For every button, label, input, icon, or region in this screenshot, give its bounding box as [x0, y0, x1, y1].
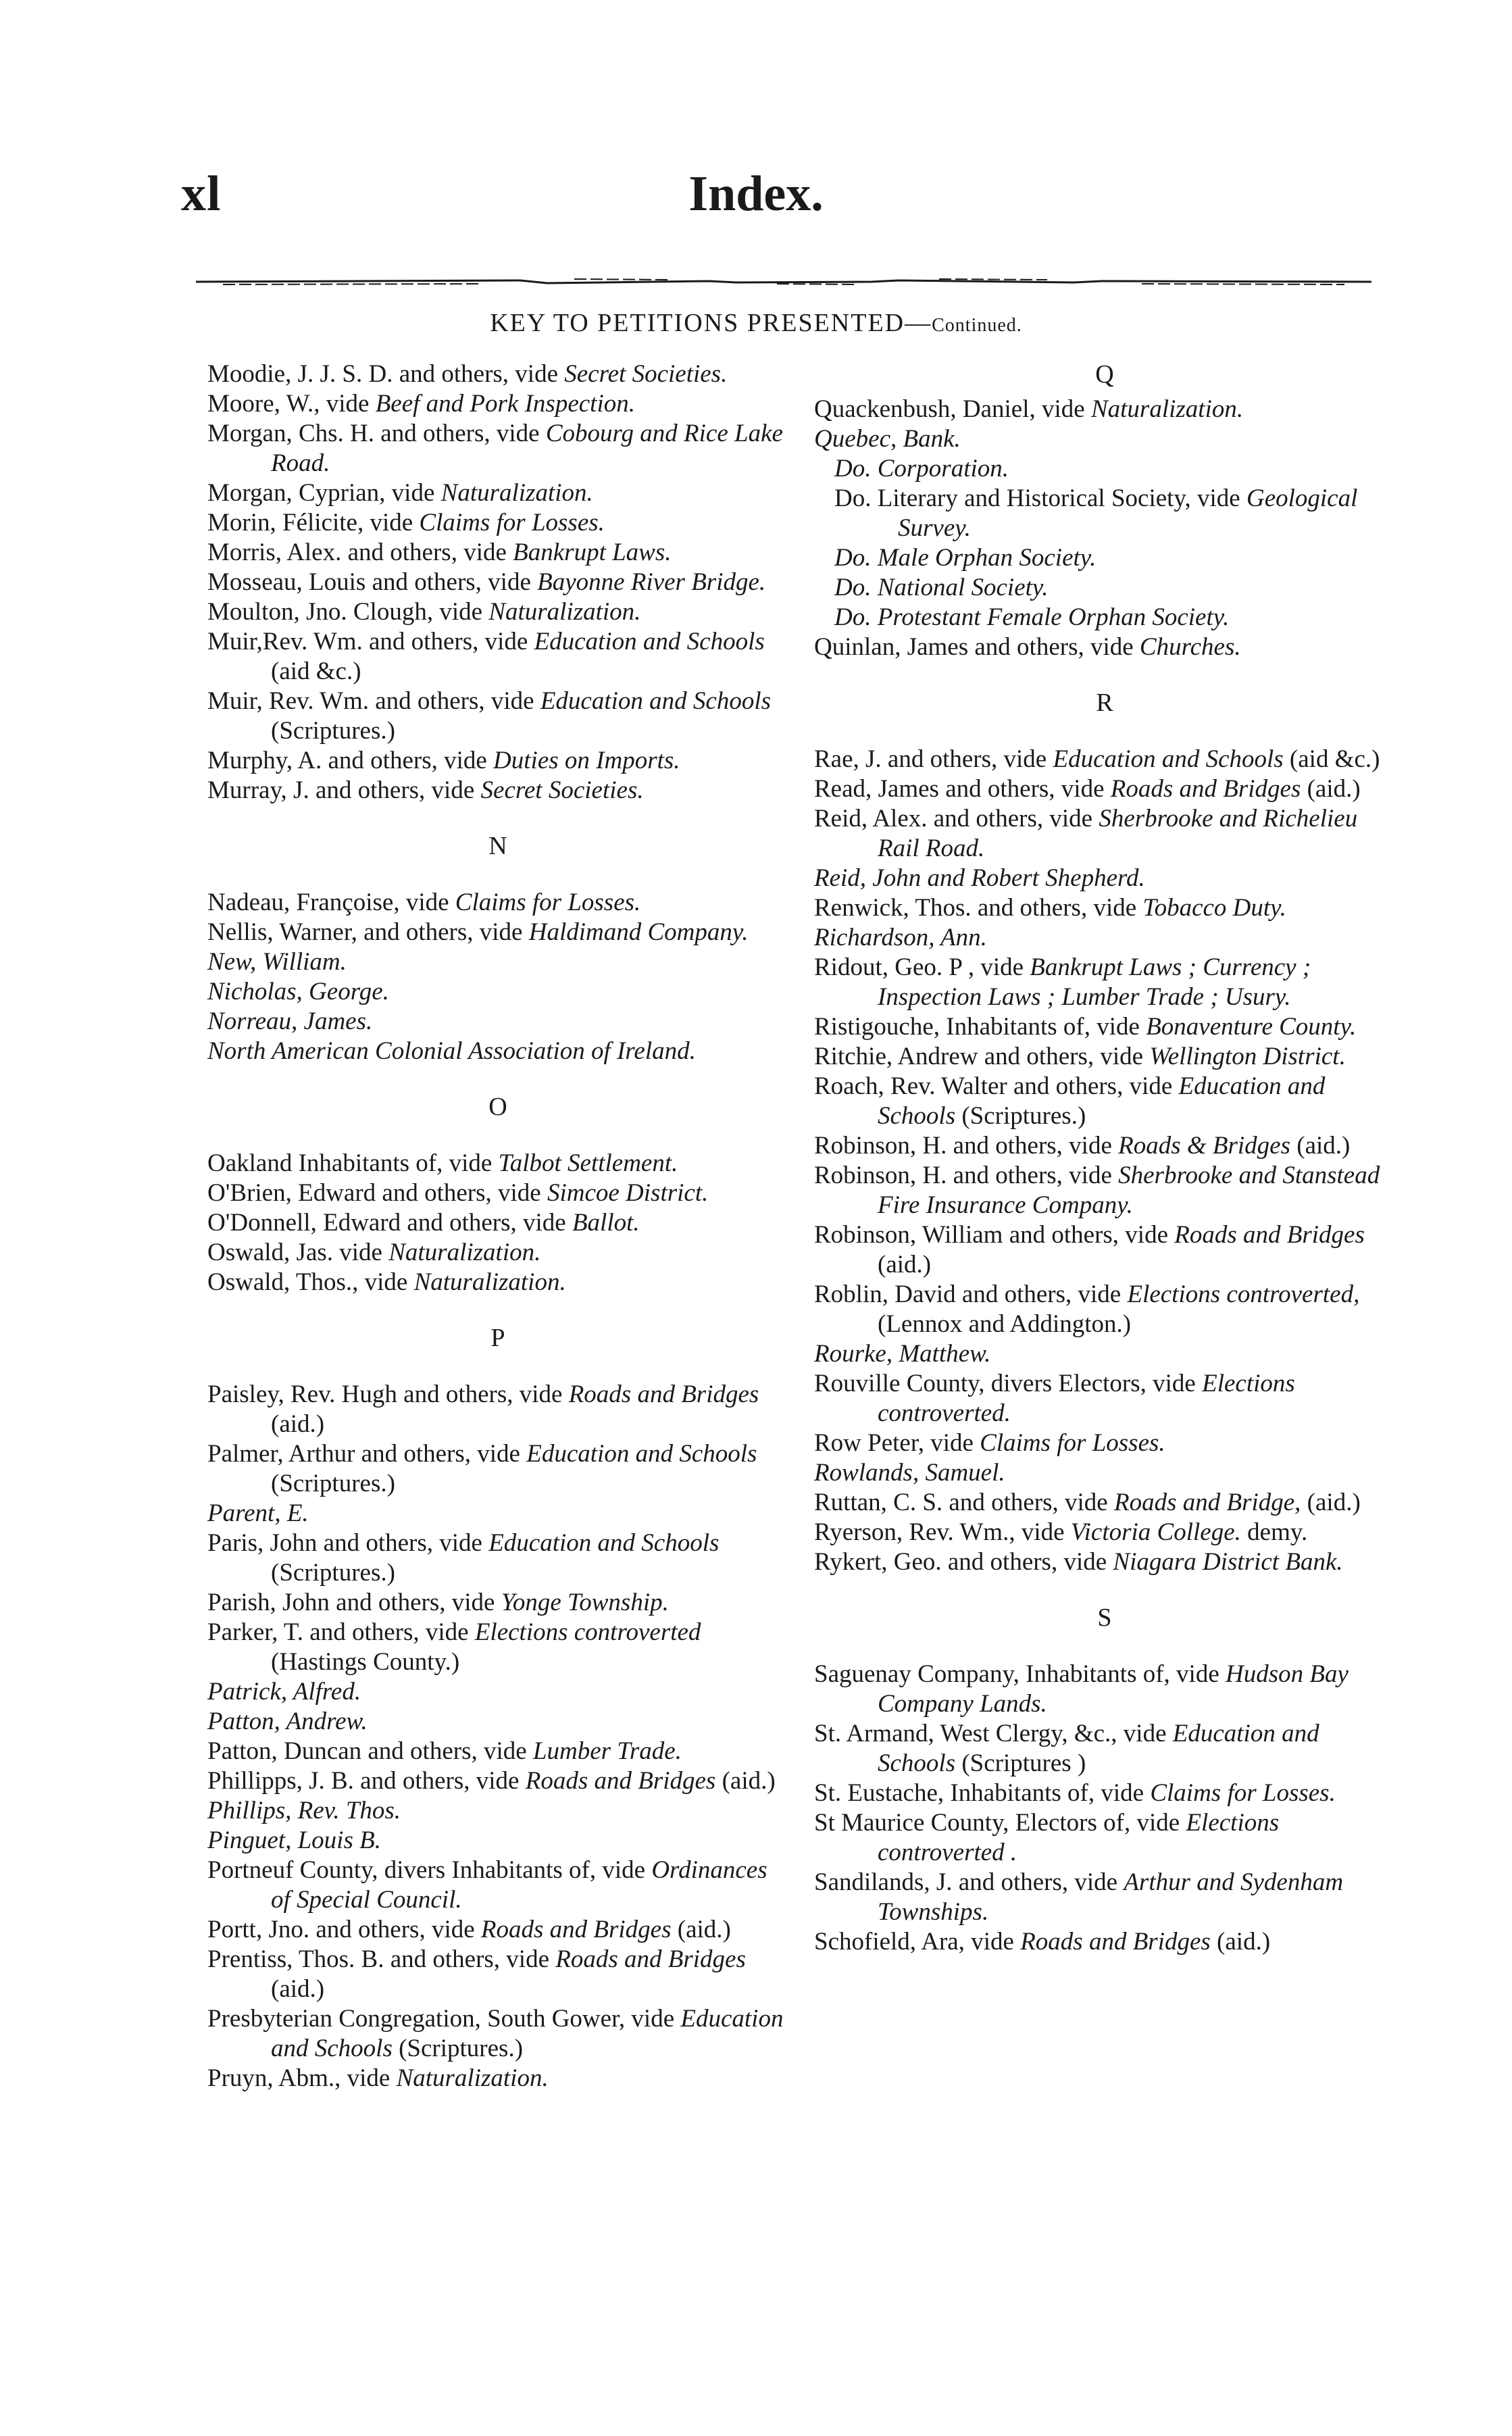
entry-name: Robinson, William and others, vide: [814, 1221, 1175, 1249]
entry-name: Presbyterian Congregation, South Gower, vide: [207, 2005, 681, 2033]
entry-name: Norreau, James.: [207, 1008, 373, 1035]
index-entry: [207, 1737, 788, 1766]
left-index-column: [207, 359, 788, 2093]
entry-note: (aid.): [271, 1975, 325, 2003]
entry-reference: Roads and Bridges: [568, 1381, 759, 1408]
entry-reference: Education and Schools: [488, 1529, 720, 1557]
entry-note: (Scriptures ): [955, 1749, 1086, 1777]
entry-reference: Hudson Bay Company Lands.: [878, 1660, 1349, 1718]
index-entry: [207, 508, 788, 538]
entry-name: New, William.: [207, 948, 347, 976]
entry-reference: Roads and Bridge,: [1113, 1489, 1301, 1516]
index-entry: [207, 1618, 788, 1677]
entry-reference: Haldimand Company.: [528, 918, 749, 946]
index-entry: [814, 543, 1395, 573]
entry-name: Morris, Alex. and others, vide: [207, 539, 513, 566]
entry-reference: Lumber Trade.: [532, 1737, 682, 1765]
index-entry: [207, 1149, 788, 1178]
entry-note: (aid.): [1301, 775, 1361, 803]
index-entry: [814, 573, 1395, 603]
entry-reference: Ordinances of Special Council.: [271, 1856, 767, 1914]
entry-note: (aid.): [271, 1410, 325, 1438]
entry-name: Richardson, Ann.: [814, 924, 987, 951]
entry-name: Row Peter, vide: [814, 1429, 980, 1457]
entry-name: Rowlands, Samuel.: [814, 1459, 1005, 1487]
index-entry: [207, 1007, 788, 1037]
index-entry: [207, 1826, 788, 1856]
index-entry: [814, 1488, 1395, 1518]
entry-reference: Bayonne River Bridge.: [537, 568, 766, 596]
running-head-title: Index.: [688, 166, 824, 222]
index-entry: [207, 389, 788, 419]
entry-name: Roach, Rev. Walter and others, vide: [814, 1072, 1179, 1100]
section-letter: O: [488, 1093, 507, 1121]
index-entry: [814, 1220, 1395, 1280]
entry-name: Oakland Inhabitants of, vide: [207, 1149, 499, 1177]
entry-reference: Talbot Settlement.: [498, 1149, 678, 1177]
index-entry: [207, 1766, 788, 1796]
index-entry: [814, 1518, 1395, 1547]
index-entry: [814, 774, 1395, 804]
entry-reference: Sherbrooke and Richelieu Rail Road.: [878, 805, 1358, 862]
entry-note: (aid.): [671, 1916, 731, 1943]
entry-name: Renwick, Thos. and others, vide: [814, 894, 1143, 922]
entry-name: Oswald, Jas. vide: [207, 1239, 389, 1266]
index-entry: [814, 484, 1395, 543]
entry-reference: Roads and Bridges: [1020, 1928, 1211, 1956]
entry-name: Rouville County, divers Electors, vide: [814, 1370, 1203, 1397]
entry-reference: Bankrupt Laws ; Currency ; Inspection Laws ; Lumber Trade ; Usury.: [878, 953, 1311, 1011]
entry-reference: Victoria College.: [1070, 1518, 1241, 1546]
index-entry: [207, 888, 788, 918]
entry-reference: Claims for Losses.: [980, 1429, 1165, 1457]
section-title: [0, 308, 1512, 338]
index-entry: [207, 419, 788, 478]
index-entry: [207, 1707, 788, 1737]
entry-name: Nadeau, Françoise, vide: [207, 889, 455, 916]
entry-reference: Education and Schools: [526, 1440, 757, 1468]
entry-note: (aid.): [1301, 1489, 1361, 1516]
entry-name: Parker, T. and others, vide: [207, 1618, 475, 1646]
entry-name: Mosseau, Louis and others, vide: [207, 568, 538, 596]
page-number: xl: [181, 166, 222, 222]
entry-name: Roblin, David and others, vide: [814, 1281, 1128, 1308]
entry-name: Nicholas, George.: [207, 978, 389, 1005]
index-entry: [207, 359, 788, 389]
index-entry: [814, 1161, 1395, 1220]
entry-reference: Roads and Bridges: [525, 1767, 716, 1795]
entry-name: Rykert, Geo. and others, vide: [814, 1548, 1113, 1576]
entry-name: Ridout, Geo. P , vide: [814, 953, 1030, 981]
entry-note: (aid &c.): [271, 657, 361, 685]
entry-reference: Naturalization.: [440, 479, 593, 507]
entry-name: Do. Literary and Historical Society, vide: [834, 484, 1246, 512]
entry-reference: Claims for Losses.: [455, 889, 641, 916]
index-entry: [207, 478, 788, 508]
entry-name: Reid, Alex. and others, vide: [814, 805, 1099, 832]
index-entry: [207, 2004, 788, 2064]
entry-reference: Claims for Losses.: [1150, 1779, 1336, 1807]
index-entry: [814, 454, 1395, 484]
index-entry: [207, 1796, 788, 1826]
entry-note: (Scriptures.): [271, 1470, 395, 1497]
index-entry: [814, 1808, 1395, 1868]
index-entry: [814, 632, 1395, 662]
index-entry: [207, 1208, 788, 1238]
entry-reference: Simcoe District.: [547, 1179, 709, 1207]
entry-note: (aid.): [1290, 1132, 1351, 1160]
entry-reference: Ballot.: [572, 1209, 640, 1237]
entry-reference: Yonge Township.: [501, 1589, 669, 1616]
entry-name: Portneuf County, divers Inhabitants of, vide: [207, 1856, 652, 1884]
entry-name: Moulton, Jno. Clough, vide: [207, 598, 489, 626]
entry-reference: Elections controverted.: [878, 1370, 1295, 1427]
index-entry: [814, 1428, 1395, 1458]
index-entry: [814, 953, 1395, 1012]
entry-name: St Maurice County, Electors of, vide: [814, 1809, 1186, 1837]
entry-note: (Lennox and Addington.): [878, 1310, 1132, 1338]
entry-reference: Churches.: [1139, 633, 1241, 661]
entry-note: (aid.): [1210, 1928, 1271, 1956]
entry-reference: Do. National Society.: [834, 574, 1049, 601]
entry-reference: Cobourg and Rice Lake Road.: [271, 420, 783, 477]
entry-note: demy.: [1240, 1518, 1308, 1546]
index-entry: [207, 918, 788, 947]
entry-reference: Education and Schools: [878, 1072, 1326, 1130]
index-entry: [207, 1178, 788, 1208]
index-entry: [814, 1779, 1395, 1808]
entry-name: Robinson, H. and others, vide: [814, 1132, 1119, 1160]
entry-reference: Duties on Imports.: [493, 747, 680, 774]
entry-name: Ristigouche, Inhabitants of, vide: [814, 1013, 1146, 1041]
entry-name: O'Brien, Edward and others, vide: [207, 1179, 547, 1207]
entry-name: Oswald, Thos., vide: [207, 1268, 414, 1296]
entry-reference: Bonaventure County.: [1146, 1013, 1357, 1041]
index-entry: [207, 597, 788, 627]
entry-name: Parish, John and others, vide: [207, 1589, 501, 1616]
index-entry: [814, 1660, 1395, 1719]
index-entry: [207, 687, 788, 746]
entry-reference: Geological Survey.: [898, 484, 1358, 542]
index-entry: [814, 804, 1395, 864]
index-entry: [207, 1915, 788, 1945]
index-entry: [814, 1369, 1395, 1428]
entry-reference: Naturalization.: [388, 1239, 541, 1266]
index-entry: [814, 745, 1395, 774]
index-entry: [814, 1719, 1395, 1779]
entry-name: Moore, W., vide: [207, 390, 376, 418]
index-entry: [814, 864, 1395, 893]
section-title-continued: Continued.: [932, 315, 1022, 336]
entry-reference: Naturalization.: [396, 2064, 549, 2092]
entry-name: Morgan, Cyprian, vide: [207, 479, 441, 507]
entry-name: Pinguet, Louis B.: [207, 1826, 381, 1854]
index-entry: [814, 603, 1395, 632]
index-entry: [814, 1280, 1395, 1339]
entry-name: Ritchie, Andrew and others, vide: [814, 1043, 1150, 1070]
entry-reference: Naturalization.: [488, 598, 641, 626]
right-index-column: [814, 359, 1395, 1957]
entry-name: Pruyn, Abm., vide: [207, 2064, 397, 2092]
index-entry: [207, 627, 788, 687]
index-entry: [814, 1927, 1395, 1957]
entry-reference: Do. Male Orphan Society.: [834, 544, 1097, 572]
entry-reference: Elections controverted .: [878, 1809, 1280, 1866]
entry-name: Phillips, Rev. Thos.: [207, 1797, 401, 1824]
index-entry: [814, 424, 1395, 454]
index-entry: [207, 1528, 788, 1588]
index-entry: [207, 947, 788, 977]
entry-name: Rae, J. and others, vide: [814, 745, 1053, 773]
index-entry: [207, 1268, 788, 1297]
entry-note: (Scriptures.): [271, 717, 395, 745]
entry-note: (aid.): [715, 1767, 776, 1795]
index-entry: [814, 1547, 1395, 1577]
index-entry: [207, 1945, 788, 2004]
index-entry: [814, 923, 1395, 953]
section-letter: Q: [1095, 360, 1114, 389]
entry-reference: Elections controverted,: [1127, 1281, 1360, 1308]
entry-reference: Education and Schools: [271, 2005, 784, 2062]
index-entry: [207, 1588, 788, 1618]
entry-name: St. Eustache, Inhabitants of, vide: [814, 1779, 1151, 1807]
entry-name: Read, James and others, vide: [814, 775, 1111, 803]
entry-reference: Elections controverted: [474, 1618, 701, 1646]
index-entry: [207, 568, 788, 597]
entry-name: St. Armand, West Clergy, &c., vide: [814, 1720, 1173, 1747]
entry-reference: Education and Schools: [534, 628, 765, 655]
entry-name: Phillipps, J. B. and others, vide: [207, 1767, 526, 1795]
index-entry: [814, 1339, 1395, 1369]
index-entry: [207, 2064, 788, 2093]
entry-name: Muir, Rev. Wm. and others, vide: [207, 687, 540, 715]
index-entry: [207, 1499, 788, 1528]
entry-name: Ryerson, Rev. Wm., vide: [814, 1518, 1071, 1546]
entry-reference: Naturalization.: [413, 1268, 566, 1296]
entry-reference: Wellington District.: [1149, 1043, 1346, 1070]
entry-note: (aid.): [878, 1251, 932, 1278]
entry-name: Ruttan, C. S. and others, vide: [814, 1489, 1114, 1516]
index-entry: [207, 1856, 788, 1915]
entry-note: (Hastings County.): [271, 1648, 460, 1676]
index-entry: [207, 746, 788, 776]
entry-name: Moodie, J. J. S. D. and others, vide: [207, 360, 565, 388]
entry-reference: Do. Protestant Female Orphan Society.: [834, 603, 1230, 631]
entry-reference: Naturalization.: [1090, 395, 1244, 423]
entry-name: Sandilands, J. and others, vide: [814, 1868, 1124, 1896]
entry-name: Patton, Andrew.: [207, 1708, 368, 1735]
entry-name: Morin, Félicite, vide: [207, 509, 420, 537]
entry-name: Rourke, Matthew.: [814, 1340, 991, 1368]
index-entry: [814, 1458, 1395, 1488]
section-title-text: KEY TO PETITIONS PRESENTED—: [490, 309, 932, 337]
entry-reference: Niagara District Bank.: [1113, 1548, 1343, 1576]
entry-note: (aid &c.): [1283, 745, 1380, 773]
section-letter: S: [1097, 1604, 1112, 1632]
entry-name: Nellis, Warner, and others, vide: [207, 918, 529, 946]
entry-reference: Beef and Pork Inspection.: [375, 390, 635, 418]
entry-note: (Scriptures.): [392, 2035, 524, 2062]
entry-note: (Scriptures.): [955, 1102, 1086, 1130]
index-entry: [814, 893, 1395, 923]
entry-name: Parent, E.: [207, 1499, 309, 1527]
entry-reference: Claims for Losses.: [419, 509, 605, 537]
index-entry: [207, 977, 788, 1007]
entry-reference: Arthur and Sydenham Townships.: [878, 1868, 1344, 1926]
index-entry: [814, 1012, 1395, 1042]
index-entry: [207, 1677, 788, 1707]
entry-reference: Tobacco Duty.: [1142, 894, 1286, 922]
entry-name: O'Donnell, Edward and others, vide: [207, 1209, 572, 1237]
entry-reference: Secret Societies.: [480, 776, 644, 804]
index-entry: [207, 1380, 788, 1439]
entry-name: Prentiss, Thos. B. and others, vide: [207, 1945, 556, 1973]
index-entry: [207, 1037, 788, 1066]
entry-note: (Scriptures.): [271, 1559, 395, 1587]
entry-name: Schofield, Ara, vide: [814, 1928, 1021, 1956]
entry-reference: Roads and Bridges: [1110, 775, 1301, 803]
entry-reference: Bankrupt Laws.: [513, 539, 672, 566]
entry-name: Muir,Rev. Wm. and others, vide: [207, 628, 534, 655]
entry-reference: Roads and Bridges: [1174, 1221, 1365, 1249]
entry-name: Paisley, Rev. Hugh and others, vide: [207, 1381, 569, 1408]
entry-name: Quebec, Bank.: [814, 425, 961, 453]
index-entry: [814, 1042, 1395, 1072]
entry-name: Paris, John and others, vide: [207, 1529, 489, 1557]
index-entry: [207, 1238, 788, 1268]
entry-name: Saguenay Company, Inhabitants of, vide: [814, 1660, 1226, 1688]
entry-reference: Education and Schools: [1053, 745, 1284, 773]
entry-name: Quackenbush, Daniel, vide: [814, 395, 1091, 423]
entry-name: Robinson, H. and others, vide: [814, 1162, 1119, 1189]
entry-name: Patton, Duncan and others, vide: [207, 1737, 533, 1765]
entry-name: Patrick, Alfred.: [207, 1678, 361, 1706]
entry-name: Murphy, A. and others, vide: [207, 747, 494, 774]
entry-reference: Do. Corporation.: [834, 455, 1009, 482]
entry-name: Palmer, Arthur and others, vide: [207, 1440, 527, 1468]
index-entry: [207, 538, 788, 568]
entry-name: Murray, J. and others, vide: [207, 776, 481, 804]
entry-name: North American Colonial Association of Ireland.: [207, 1037, 696, 1065]
index-entry: [207, 776, 788, 805]
index-entry: [207, 1439, 788, 1499]
entry-name: Portt, Jno. and others, vide: [207, 1916, 481, 1943]
entry-reference: Sherbrooke and Stanstead Fire Insurance Company.: [878, 1162, 1380, 1219]
entry-reference: Secret Societies.: [564, 360, 728, 388]
entry-reference: Roads and Bridges: [555, 1945, 746, 1973]
section-letter: R: [1096, 689, 1113, 717]
entry-name: Morgan, Chs. H. and others, vide: [207, 420, 546, 447]
entry-reference: Roads and Bridges: [480, 1916, 672, 1943]
index-entry: [814, 1868, 1395, 1927]
entry-reference: Education and Schools: [878, 1720, 1319, 1777]
section-letter: P: [490, 1324, 505, 1352]
ornamental-rule: [196, 274, 1371, 290]
entry-name: Reid, John and Robert Shepherd.: [814, 864, 1145, 892]
entry-reference: Education and Schools: [540, 687, 771, 715]
section-letter: N: [488, 832, 507, 860]
index-entry: [814, 1072, 1395, 1131]
entry-reference: Roads & Bridges: [1118, 1132, 1291, 1160]
index-entry: [814, 395, 1395, 424]
index-entry: [814, 1131, 1395, 1161]
entry-name: Quinlan, James and others, vide: [814, 633, 1140, 661]
